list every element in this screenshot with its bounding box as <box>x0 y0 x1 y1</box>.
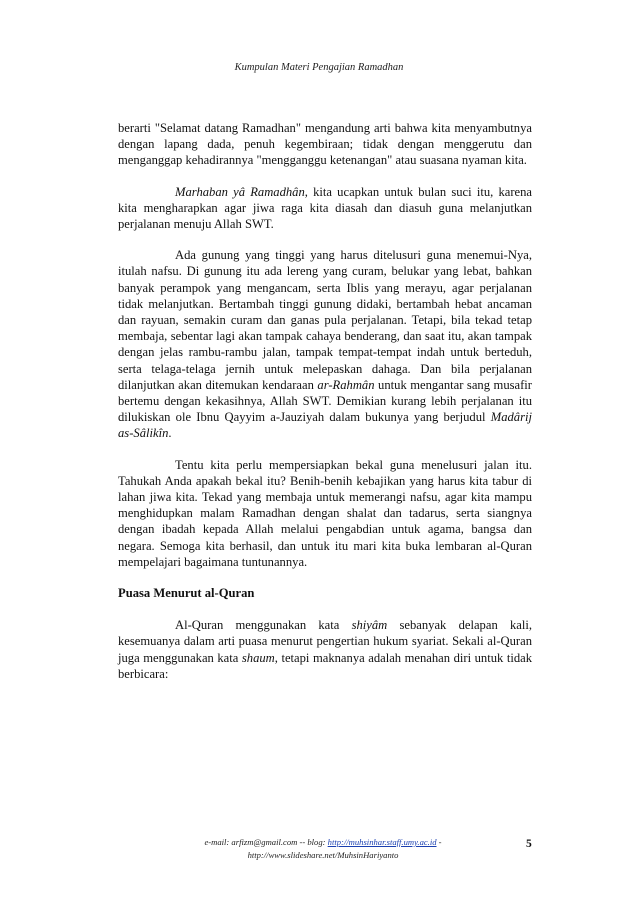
paragraph-5-text-b: sebanyak delapan kali, kesemuanya dalam arti puasa menurut pengertian hukum syariat. Sekali al-Quran juga menggunakan kata <box>118 618 533 665</box>
blog-link[interactable]: http://muhsinhar.staff.umy.ac.id <box>327 837 437 847</box>
paragraph-3 <box>118 247 532 441</box>
footer-email: e-mail: arfizm@gmail.com -- blog: <box>204 837 328 847</box>
term-ar-rahman: ar-Rahmân <box>317 377 375 392</box>
term-madarij: Madârij as-Sâlikîn <box>118 410 532 441</box>
page-number: 5 <box>526 838 532 850</box>
term-marhaban: Marhaban yâ Ramadhân <box>175 184 305 199</box>
paragraph-3-text-b: untuk mengantar sang musafir bertemu dengan kekasihnya, Allah SWT. Demikian kurang lebih perjalanan itu dilukiskan ole Ibnu Qayyim a-Jauziyah dalam bukunya yang berjudul <box>118 377 532 425</box>
term-shaum: shaum <box>241 650 275 665</box>
footer-line-2[interactable]: http://www.slideshare.net/MuhsinHariyanto <box>247 850 399 860</box>
paragraph-2 <box>118 184 532 233</box>
term-shiyam: shiyâm <box>351 618 388 633</box>
paragraph-3-text-c: . <box>168 426 172 441</box>
paragraph-5-text-c: , tetapi maknanya adalah menahan diri untuk tidak berbicara: <box>118 650 533 681</box>
paragraph-1: berarti "Selamat datang Ramadhan" mengandung arti bahwa kita menyambutnya dengan lapang dada, penuh kegembiraan; tidak dengan menggerutu dan menganggap kehadirannya "mengganggu ketenangan" atau suasana nyaman kita. <box>118 121 532 168</box>
footer-separator: - <box>436 837 442 847</box>
paragraph-2-text: , kita ucapkan untuk bulan suci itu, karena kita mengharapkan agar jiwa raga kita diasah dan diasuh guna melanjutkan perjalanan menuju Allah SWT. <box>118 184 533 232</box>
section-heading: Puasa Menurut al-Quran <box>118 586 255 601</box>
page-footer <box>178 836 468 862</box>
footer-line-1 <box>178 836 468 849</box>
page-body <box>118 120 532 682</box>
paragraph-3-text-a: Ada gunung yang tinggi yang harus ditelusuri guna menemui-Nya, itulah nafsu. Di gunung itu ada lereng yang curam, belukar yang lebat, bahkan banyak perampok yang mengancam, serta Iblis yang merayu, agar perjalanan tidak melanjutkan. Bertambah tinggi gunung didaki, bertambah hebat ancaman dan rayuan, semakin curam dan ganas pula perjalanan. Tetapi, bila tekad tetap membaja, sebentar lagi akan tampak cahaya benderang, dan saat itu, akan tampak dengan jelas rambu-rambu jalan, tampak tempat-tempat indah untuk berteduh, serta telaga-telaga jernih untuk melepaskan dahaga. Dan bila perjalanan dilanjutkan akan ditemukan kendaraan <box>118 248 532 392</box>
paragraph-4: Tentu kita perlu mempersiapkan bekal guna menelusuri jalan itu. Tahukah Anda apakah bekal itu? Benih-benih kebajikan yang harus kita tabur di lahan jiwa kita. Tekad yang membaja untuk memerangi nafsu, agar kita mampu menghidupkan malam Ramadhan dengan shalat dan tadarus, serta siangnya dengan ibadah kepada Allah melalui pengabdian untuk agama, bangsa dan negara. Semoga kita berhasil, dan untuk itu mari kita buka lembaran al-Quran mempelajari bagaimana tuntunannya. <box>118 457 532 569</box>
paragraph-5 <box>118 617 532 682</box>
paragraph-5-text-a: Al-Quran menggunakan kata <box>175 618 352 633</box>
running-header: Kumpulan Materi Pengajian Ramadhan <box>234 62 404 73</box>
